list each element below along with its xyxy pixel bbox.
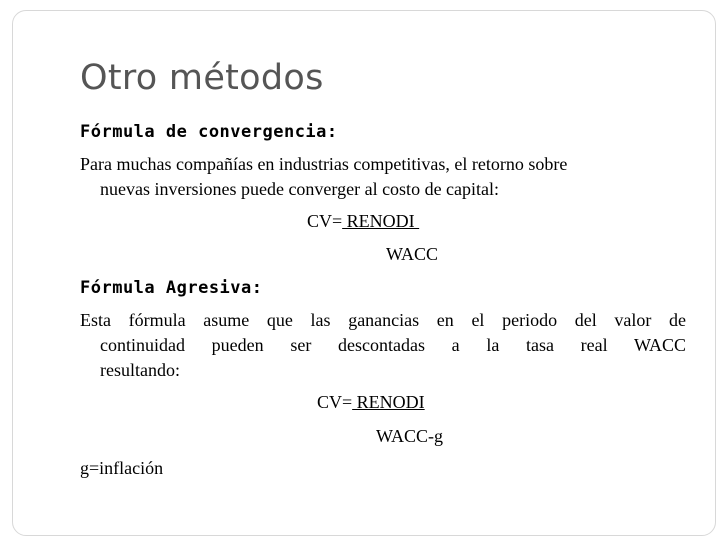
slide-title: Otro métodos <box>80 58 324 98</box>
aggressive-text-line-1: Esta fórmula asume que las ganancias en el periodo del valor de <box>80 310 686 330</box>
convergence-formula-numerator: RENODI <box>342 211 420 231</box>
convergence-text-line-1: Para muchas compañías en industrias competitivas, el retorno sobre <box>80 154 568 174</box>
convergence-paragraph <box>80 152 686 202</box>
aggressive-formula-lhs: CV= <box>317 392 353 412</box>
convergence-text-line-2: nuevas inversiones puede converger al costo de capital: <box>100 179 500 199</box>
aggressive-text-line-2: continuidad pueden ser descontadas a la tasa real WACC <box>100 335 686 355</box>
aggressive-paragraph <box>80 308 686 383</box>
aggressive-formula-numerator-line <box>317 392 425 413</box>
convergence-formula-numerator-line <box>307 211 419 232</box>
aggressive-formula-numerator: RENODI <box>352 392 425 412</box>
inflation-footnote: g=inflación <box>80 458 164 478</box>
aggressive-formula-denominator: WACC-g <box>376 426 443 446</box>
convergence-formula-lhs: CV= <box>307 211 343 231</box>
aggressive-text-line-3: resultando: <box>100 360 180 380</box>
section-heading-aggressive: Fórmula Agresiva: <box>80 278 263 298</box>
convergence-formula-denominator: WACC <box>386 244 439 264</box>
section-heading-convergence: Fórmula de convergencia: <box>80 122 338 142</box>
